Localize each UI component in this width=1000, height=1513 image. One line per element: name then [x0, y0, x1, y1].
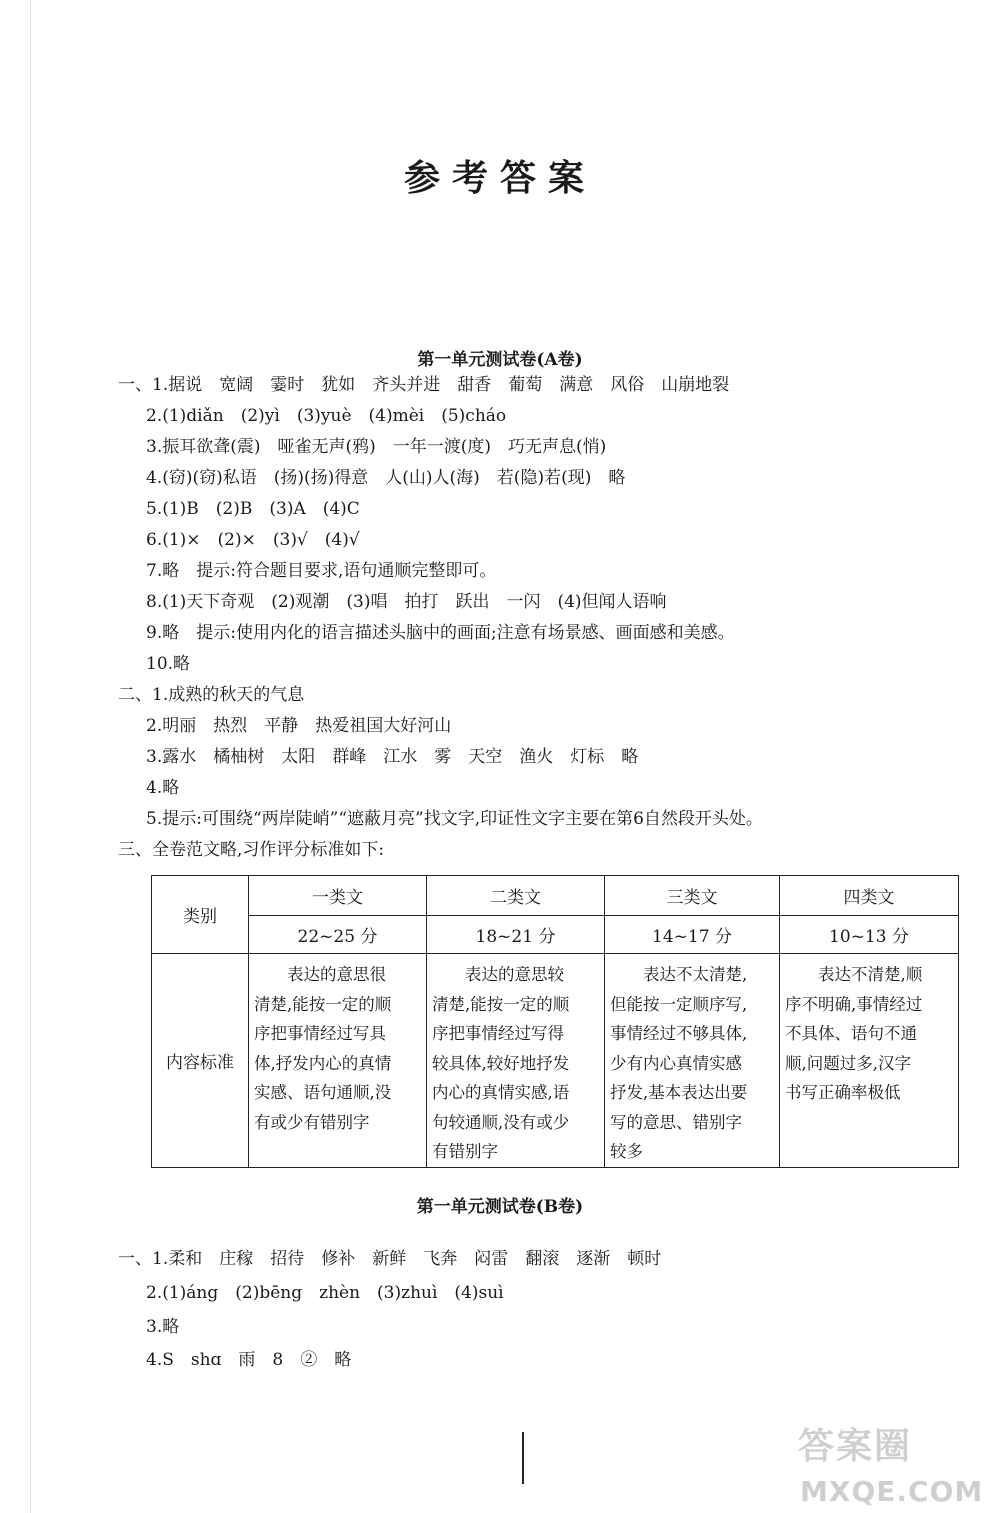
section-b-heading: 第一单元测试卷(B卷)	[416, 1197, 584, 1217]
criteria-line: 有错别字	[432, 1142, 498, 1161]
answer-line: 4.略	[146, 778, 180, 798]
score-range: 10~13 分	[780, 916, 959, 954]
answer-line: 10.略	[146, 654, 191, 674]
criteria-line: 句较通顺,没有或少	[432, 1112, 570, 1132]
answer-line: 一、1.柔和 庄稼 招待 修补 新鲜 飞奔 闷雷 翻滚 逐渐 顿时	[118, 1249, 662, 1269]
answer-line: 7.略 提示:符合题目要求,语句通顺完整即可。	[146, 561, 497, 581]
column-header: 四类文	[780, 876, 959, 916]
column-header: 三类文	[605, 876, 780, 916]
criteria-line: 事情经过不够具体,	[610, 1024, 748, 1043]
criteria-line: 清楚,能按一定的顺	[432, 994, 570, 1014]
section-a-heading: 第一单元测试卷(A卷)	[417, 350, 583, 370]
criteria-line: 较具体,较好地抒发	[432, 1053, 570, 1073]
criteria-line: 有或少有错别字	[254, 1112, 370, 1132]
column-header: 二类文	[427, 876, 605, 916]
criteria-line: 写的意思、错别字	[610, 1112, 742, 1132]
criteria-line: 体,抒发内心的真情	[254, 1053, 392, 1073]
criteria-cell	[605, 954, 780, 1168]
scoring-table	[151, 875, 959, 1168]
page-center-mark	[522, 1432, 524, 1484]
answer-line: 5.提示:可围绕“两岸陡峭”“遮蔽月亮”找文字,印证性文字主要在第6自然段开头处。	[146, 809, 763, 829]
criteria-line: 表达不太清楚,	[643, 965, 748, 984]
answer-line: 2.(1)áng (2)bēng zhèn (3)zhuì (4)suì	[146, 1283, 504, 1303]
criteria-line: 较多	[610, 1142, 643, 1161]
answer-line: 2.(1)diǎn (2)yì (3)yuè (4)mèi (5)cháo	[146, 406, 507, 426]
answer-line: 5.(1)B (2)B (3)A (4)C	[146, 499, 360, 519]
criteria-line: 但能按一定顺序写,	[610, 994, 748, 1014]
answer-line: 一、1.据说 宽阔 霎时 犹如 齐头并进 甜香 葡萄 满意 风俗 山崩地裂	[118, 375, 730, 395]
column-header: 一类文	[249, 876, 427, 916]
page-left-margin-line	[30, 0, 31, 1513]
answer-line: 二、1.成熟的秋天的气息	[118, 685, 305, 705]
criteria-line: 表达的意思很	[287, 965, 386, 984]
answer-line: 4.S shɑ 雨 8 ② 略	[146, 1350, 352, 1370]
watermark-logo: 答案圈	[798, 1426, 913, 1467]
page-title: 参考答案	[403, 157, 596, 199]
criteria-line: 表达不清楚,顺	[818, 965, 923, 984]
criteria-line: 序把事情经过写具	[254, 1024, 386, 1043]
watermark-site: MXQE.COM	[800, 1475, 984, 1508]
answer-line: 三、全卷范文略,习作评分标准如下:	[118, 840, 385, 860]
answer-line: 3.略	[146, 1317, 180, 1337]
criteria-cell	[249, 954, 427, 1168]
answer-line: 8.(1)天下奇观 (2)观潮 (3)唱 拍打 跃出 一闪 (4)但闻人语响	[146, 592, 667, 612]
answer-line: 4.(窃)(窃)私语 (扬)(扬)得意 人(山)人(海) 若(隐)若(现) 略	[146, 468, 626, 488]
score-range: 14~17 分	[605, 916, 780, 954]
criteria-line: 序把事情经过写得	[432, 1024, 564, 1043]
criteria-line: 清楚,能按一定的顺	[254, 994, 392, 1014]
criteria-line: 表达的意思较	[465, 965, 564, 984]
criteria-line: 内心的真情实感,语	[432, 1083, 570, 1102]
criteria-line: 不具体、语句不通	[785, 1024, 917, 1043]
criteria-line: 实感、语句通顺,没	[254, 1083, 392, 1102]
answer-line: 2.明丽 热烈 平静 热爱祖国大好河山	[146, 716, 452, 736]
criteria-line: 顺,问题过多,汉字	[785, 1053, 911, 1073]
criteria-line: 抒发,基本表达出要	[610, 1083, 748, 1102]
score-range: 18~21 分	[427, 916, 605, 954]
answer-line: 9.略 提示:使用内化的语言描述头脑中的画面;注意有场景感、画面感和美感。	[146, 623, 735, 643]
criteria-cell	[427, 954, 605, 1168]
criteria-cell	[780, 954, 959, 1168]
category-header: 类别	[152, 876, 249, 954]
content-standard-header: 内容标准	[152, 954, 249, 1168]
criteria-line: 少有内心真情实感	[610, 1053, 742, 1073]
criteria-line: 序不明确,事情经过	[785, 994, 923, 1014]
answer-line: 3.露水 橘柚树 太阳 群峰 江水 雾 天空 渔火 灯标 略	[146, 747, 639, 767]
answer-line: 6.(1)× (2)× (3)√ (4)√	[146, 530, 360, 550]
score-range: 22~25 分	[249, 916, 427, 954]
criteria-line: 书写正确率极低	[785, 1083, 901, 1102]
answer-line: 3.振耳欲聋(震) 哑雀无声(鸦) 一年一渡(度) 巧无声息(悄)	[146, 437, 607, 457]
